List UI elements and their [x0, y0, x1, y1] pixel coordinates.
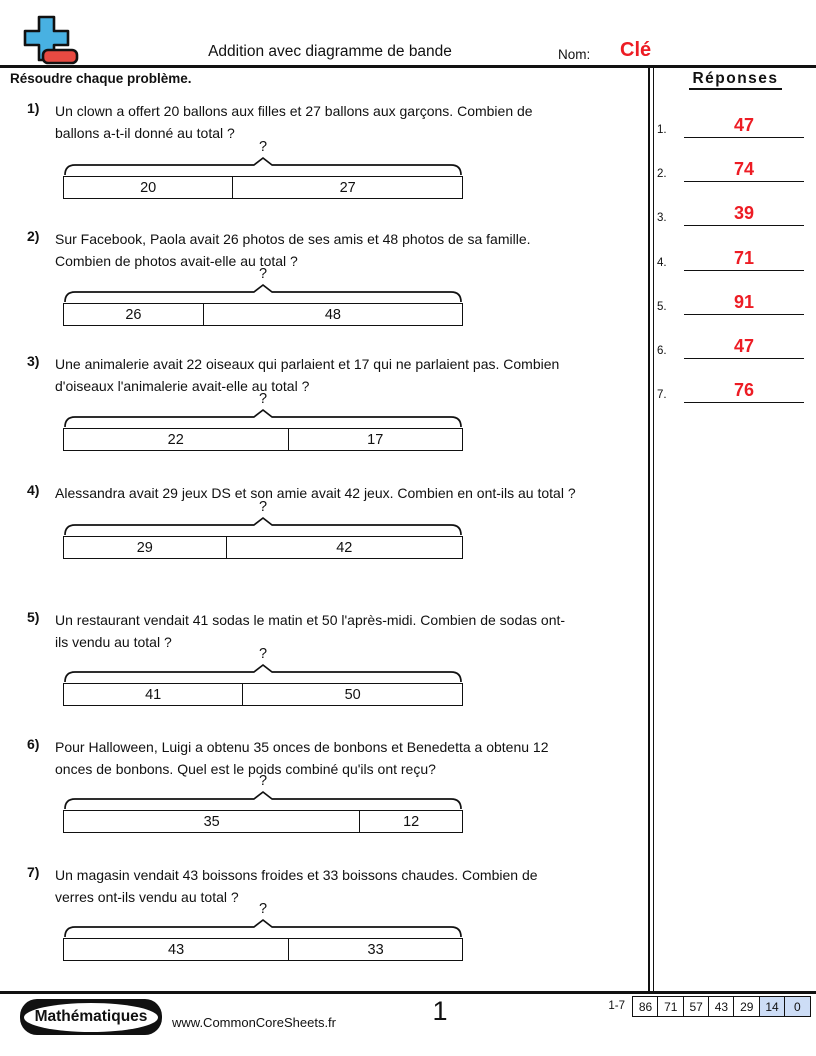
tape-cell-left: 43 — [64, 939, 289, 960]
question-mark-label: ? — [258, 499, 268, 515]
tape-diagram — [63, 140, 463, 199]
curly-brace-icon — [63, 156, 463, 176]
tape-cell-left: 41 — [64, 684, 243, 705]
tape-cell-left: 22 — [64, 429, 289, 450]
score-box: 71 — [657, 996, 684, 1017]
tape-cell-left: 35 — [64, 811, 360, 832]
problem-number: 4) — [27, 482, 40, 498]
problem-text: Alessandra avait 29 jeux DS et son amie avait 42 jeux. Combien en ont-ils au total ? — [55, 485, 576, 501]
score-box: 86 — [632, 996, 659, 1017]
problem-number: 7) — [27, 864, 40, 880]
score-box: 14 — [759, 996, 786, 1017]
curly-brace-icon — [63, 663, 463, 683]
problem-number: 6) — [27, 736, 40, 752]
tape-bar — [63, 810, 463, 833]
problem-text: Un restaurant vendait 41 sodas le matin et 50 l'après-midi. Combien de sodas ont- ils vendu au total ? — [55, 612, 566, 650]
problem-number: 2) — [27, 228, 40, 244]
answer-item — [657, 332, 804, 359]
tape-cell-left: 26 — [64, 304, 204, 325]
score-box: 57 — [683, 996, 710, 1017]
answer-item — [657, 111, 804, 138]
name-value: Clé — [620, 39, 652, 61]
tape-bar — [63, 428, 463, 451]
tape-bar — [63, 536, 463, 559]
problem-number: 5) — [27, 609, 40, 625]
answer-value: 76 — [684, 378, 804, 403]
tape-cell-right: 27 — [339, 179, 356, 196]
curly-brace-icon — [63, 516, 463, 536]
question-mark-label: ? — [258, 646, 268, 662]
header-rule — [0, 65, 816, 68]
tape-cell-right: 48 — [324, 306, 341, 323]
instructions: Résoudre chaque problème. — [10, 71, 192, 86]
tape-bar — [63, 176, 463, 199]
tape-diagram — [63, 774, 463, 833]
brand-badge — [20, 999, 162, 1035]
problem-number: 3) — [27, 353, 40, 369]
problem-text: Sur Facebook, Paola avait 26 photos de ses amis et 48 photos de sa famille. Combien de photos avait-elle au total ? — [55, 231, 531, 269]
question-mark-label: ? — [258, 391, 268, 407]
answers-divider-line — [648, 67, 650, 993]
answer-value: 47 — [684, 334, 804, 359]
tape-cell-right: 50 — [344, 686, 361, 703]
score-box: 29 — [733, 996, 760, 1017]
page-number: 1 — [432, 996, 448, 1026]
website-url: www.CommonCoreSheets.fr — [172, 1015, 336, 1030]
answer-value: 91 — [684, 290, 804, 315]
curly-brace-icon — [63, 283, 463, 303]
question-mark-label: ? — [258, 901, 268, 917]
answer-item — [657, 376, 804, 403]
answer-value: 71 — [684, 246, 804, 271]
footer-rule — [0, 991, 816, 994]
tape-diagram — [63, 267, 463, 326]
tape-diagram — [63, 902, 463, 961]
tape-diagram — [63, 647, 463, 706]
tape-bar — [63, 683, 463, 706]
score-range-label: 1-7 — [608, 1000, 625, 1012]
answer-number: 4. — [657, 257, 667, 269]
answer-item — [657, 155, 804, 182]
answer-item — [657, 288, 804, 315]
question-mark-label: ? — [258, 139, 268, 155]
question-mark-label: ? — [258, 773, 268, 789]
score-box: 0 — [784, 996, 811, 1017]
answer-number: 3. — [657, 212, 667, 224]
answer-value: 39 — [684, 201, 804, 226]
page-title: Addition avec diagramme de bande — [208, 43, 452, 60]
problem-text: Un magasin vendait 43 boissons froides et 33 boissons chaudes. Combien de verres ont-ils vendu au total ? — [55, 867, 538, 905]
tape-cell-right: 42 — [336, 539, 353, 556]
answers-title: Réponses — [655, 70, 816, 88]
problem-text: Un clown a offert 20 ballons aux filles et 27 ballons aux garçons. Combien de ballons a-t-il donné au total ? — [55, 103, 533, 141]
tape-diagram — [63, 500, 463, 559]
curly-brace-icon — [63, 918, 463, 938]
problem-text: Une animalerie avait 22 oiseaux qui parlaient et 17 qui ne parlaient pas. Combien d'oiseaux l'animalerie avait-elle au total ? — [55, 356, 560, 394]
curly-brace-icon — [63, 790, 463, 810]
question-mark-label: ? — [258, 266, 268, 282]
tape-bar — [63, 303, 463, 326]
answer-number: 2. — [657, 168, 667, 180]
answer-item — [657, 244, 804, 271]
tape-diagram — [63, 392, 463, 451]
answer-value: 47 — [684, 113, 804, 138]
tape-bar — [63, 938, 463, 961]
answers-divider-line — [653, 67, 655, 993]
tape-cell-left: 20 — [64, 177, 233, 198]
problem-number: 1) — [27, 100, 40, 116]
answer-number: 1. — [657, 124, 667, 136]
curly-brace-icon — [63, 408, 463, 428]
tape-cell-right: 33 — [367, 941, 384, 958]
answer-item — [657, 199, 804, 226]
score-box: 43 — [708, 996, 735, 1017]
brand-label: Mathématiques — [24, 1003, 158, 1032]
tape-cell-right: 12 — [403, 813, 420, 830]
name-label: Nom: — [558, 47, 591, 62]
answer-number: 7. — [657, 389, 667, 401]
answer-number: 5. — [657, 301, 667, 313]
answer-value: 74 — [684, 157, 804, 182]
tape-cell-right: 17 — [367, 431, 384, 448]
problem-text: Pour Halloween, Luigi a obtenu 35 onces de bonbons et Benedetta a obtenu 12 onces de bonbons. Quel est le poids combiné qu'ils ont reçu? — [55, 739, 549, 777]
score-table — [632, 996, 811, 1017]
tape-cell-left: 29 — [64, 537, 227, 558]
answer-number: 6. — [657, 345, 667, 357]
